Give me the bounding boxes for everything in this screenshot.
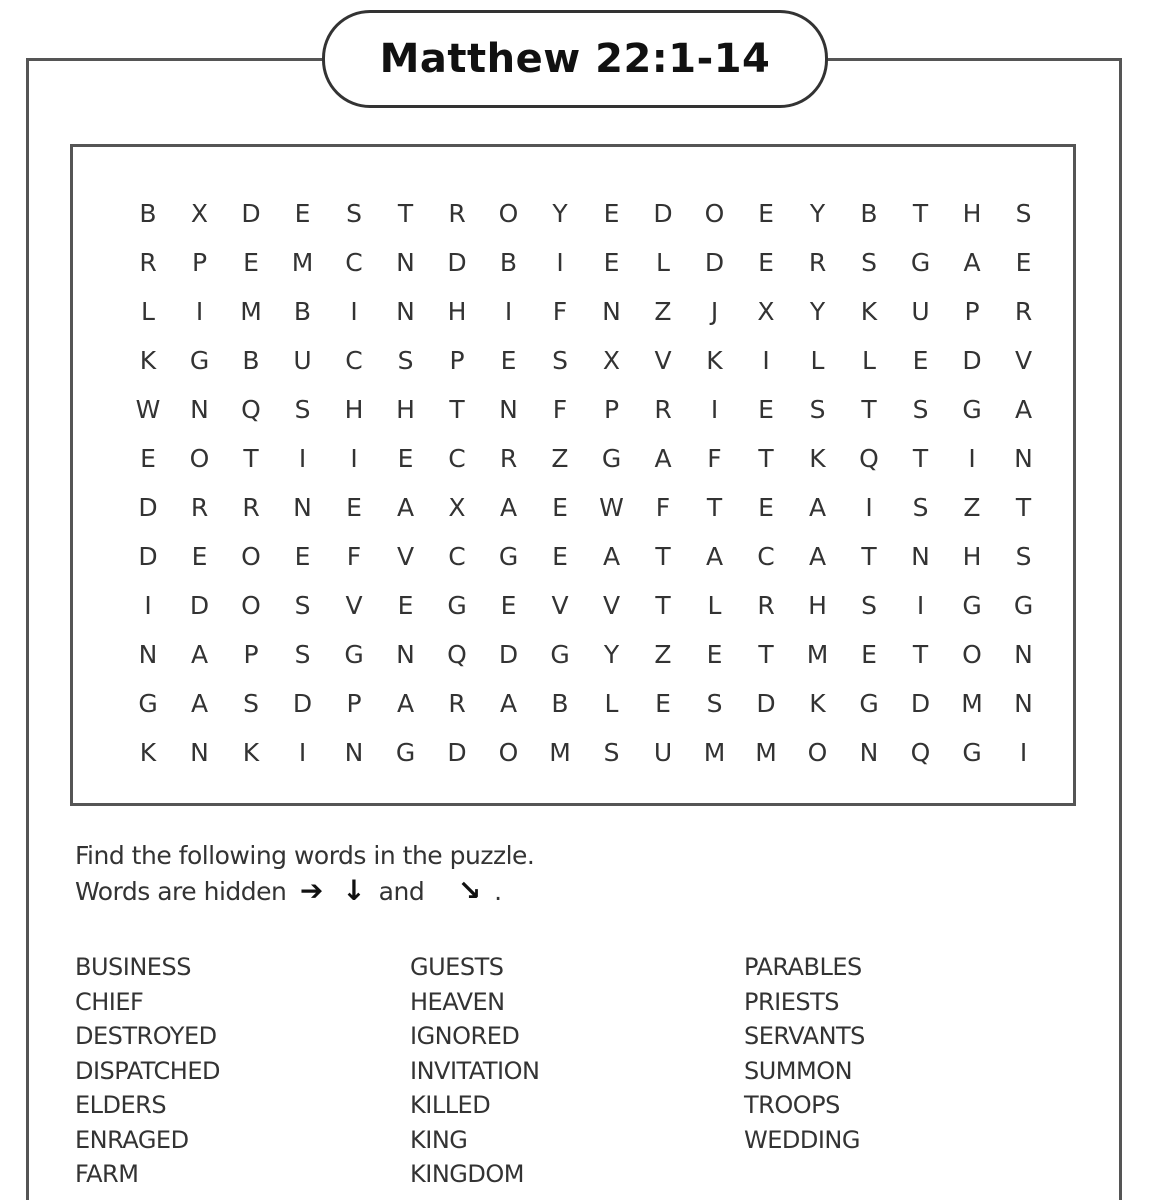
grid-letter: P [603, 395, 620, 424]
word-list-item: ENRAGED [75, 1125, 189, 1154]
grid-letter: Y [552, 199, 568, 228]
grid-letter: Z [654, 297, 672, 326]
grid-letter: A [602, 542, 621, 571]
word-list-item: PRIESTS [744, 987, 840, 1016]
grid-letter: I [350, 297, 358, 326]
grid-letter: D [756, 689, 776, 718]
word-list-item: TROOPS [744, 1091, 840, 1119]
grid-letter: I [762, 346, 770, 375]
grid-letter: L [656, 248, 670, 277]
grid-letter: E [758, 199, 774, 228]
grid-letter: L [604, 689, 619, 718]
instructions-line-2 [75, 873, 534, 909]
grid-letter: D [138, 542, 158, 571]
grid-row [73, 199, 1073, 229]
grid-letter: N [1014, 640, 1033, 669]
grid-letter: D [138, 493, 158, 522]
grid-letter: G [138, 689, 158, 718]
instructions-suffix: . [494, 877, 502, 906]
word-list-column-2 [410, 950, 539, 1192]
grid-letter: B [139, 199, 157, 228]
grid-letter: E [346, 493, 362, 522]
grid-letter: I [865, 493, 873, 522]
grid-letter: S [397, 346, 414, 375]
grid-letter: A [808, 493, 827, 522]
grid-row [73, 640, 1073, 670]
grid-letter: D [241, 199, 261, 228]
grid-letter: T [397, 199, 414, 228]
word-list-item: ELDERS [75, 1091, 167, 1119]
grid-letter: I [504, 297, 513, 326]
instructions [75, 838, 534, 909]
grid-letter: E [912, 346, 929, 375]
grid-letter: G [601, 444, 622, 473]
grid-letter: G [189, 346, 210, 375]
word-list-item: INVITATION [410, 1056, 540, 1085]
grid-letter: D [704, 248, 725, 277]
grid-letter: N [396, 297, 415, 326]
grid-letter: G [447, 591, 467, 620]
grid-letter: T [861, 395, 877, 424]
grid-letter: A [499, 493, 518, 522]
grid-row [73, 297, 1073, 327]
grid-letter: M [703, 738, 726, 767]
word-list-column-3 [744, 950, 865, 1157]
grid-letter: V [345, 591, 363, 620]
grid-letter: E [397, 591, 414, 620]
grid-letter: A [396, 689, 415, 718]
grid-row [73, 346, 1073, 376]
grid-letter: E [758, 395, 774, 424]
grid-letter: B [242, 346, 260, 375]
arrow-right-icon: ➔ [299, 874, 323, 907]
grid-letter: S [552, 346, 568, 375]
grid-letter: T [912, 444, 929, 473]
grid-letter: K [809, 689, 826, 718]
grid-letter: Z [654, 640, 672, 669]
word-list-item: KING [410, 1125, 468, 1154]
grid-letter: T [1015, 493, 1032, 522]
grid-letter: S [294, 395, 311, 424]
grid-letter: S [346, 199, 362, 228]
grid-letter: I [350, 444, 358, 473]
word-list-item: BUSINESS [75, 953, 191, 981]
grid-letter: I [916, 591, 925, 620]
grid-letter: N [190, 395, 209, 424]
grid-letter: K [139, 346, 157, 375]
grid-letter: I [556, 248, 564, 277]
grid-letter: N [396, 640, 415, 669]
word-list-item: GUESTS [410, 953, 504, 981]
grid-letter: D [910, 689, 931, 718]
grid-letter: Q [910, 738, 931, 767]
grid-letter: N [344, 738, 364, 767]
grid-letter: L [810, 346, 825, 375]
grid-letter: O [241, 591, 261, 620]
grid-letter: Q [859, 444, 879, 473]
grid-letter: A [190, 640, 209, 669]
grid-letter: C [448, 542, 466, 571]
grid-letter: G [962, 395, 982, 424]
grid-letter: E [603, 199, 620, 228]
grid-letter: N [138, 640, 158, 669]
word-list-item: DESTROYED [75, 1022, 217, 1050]
grid-letter: S [603, 738, 620, 767]
grid-letter: R [242, 493, 260, 522]
word-list-item: SERVANTS [744, 1022, 865, 1050]
grid-row [73, 542, 1073, 572]
grid-letter: E [655, 689, 671, 718]
grid-letter: E [552, 493, 568, 522]
grid-letter: E [140, 444, 156, 473]
grid-letter: H [396, 395, 415, 424]
grid-row [73, 248, 1073, 278]
grid-letter: N [293, 493, 312, 522]
grid-letter: H [962, 199, 982, 228]
grid-letter: N [911, 542, 930, 571]
grid-letter: G [395, 738, 416, 767]
grid-letter: K [809, 444, 826, 473]
grid-letter: I [968, 444, 976, 473]
grid-letter: E [294, 542, 311, 571]
grid-letter: F [552, 297, 568, 326]
grid-letter: U [293, 346, 312, 375]
grid-letter: G [962, 591, 982, 620]
grid-letter: A [963, 248, 981, 277]
grid-letter: X [757, 297, 775, 326]
grid-letter: E [552, 542, 568, 571]
word-list-item: KINGDOM [410, 1160, 524, 1188]
grid-letter: M [755, 738, 777, 767]
grid-letter: J [710, 297, 719, 326]
grid-letter: N [1014, 444, 1033, 473]
grid-letter: T [912, 199, 929, 228]
grid-letter: W [135, 395, 161, 424]
grid-letter: N [602, 297, 621, 326]
grid-letter: O [704, 199, 725, 228]
grid-letter: D [962, 346, 982, 375]
grid-letter: F [552, 395, 568, 424]
grid-letter: N [499, 395, 518, 424]
grid-letter: S [243, 689, 259, 718]
grid-letter: N [396, 248, 415, 277]
grid-letter: L [862, 346, 876, 375]
grid-letter: R [139, 248, 157, 277]
grid-letter: O [498, 199, 519, 228]
grid-letter: M [240, 297, 262, 326]
grid-letter: D [447, 738, 467, 767]
grid-letter: A [808, 542, 827, 571]
grid-letter: T [655, 542, 671, 571]
grid-letter: E [603, 248, 620, 277]
grid-letter: V [1014, 346, 1033, 375]
grid-letter: H [962, 542, 982, 571]
word-list-item: IGNORED [410, 1022, 520, 1050]
grid-row [73, 689, 1073, 719]
instructions-prefix: Words are hidden [75, 877, 287, 906]
grid-letter: L [707, 591, 722, 620]
grid-letter: E [500, 591, 517, 620]
word-list-item: SUMMON [744, 1056, 853, 1085]
grid-letter: I [1019, 738, 1028, 767]
page-title: Matthew 22:1-14 [379, 36, 771, 82]
grid-row [73, 738, 1073, 768]
grid-letter: G [550, 640, 570, 669]
grid-letter: S [809, 395, 826, 424]
grid-letter: A [705, 542, 724, 571]
word-list-item: CHIEF [75, 987, 144, 1016]
grid-letter: S [294, 591, 311, 620]
word-list-item: FARM [75, 1160, 139, 1188]
grid-letter: R [499, 444, 518, 473]
grid-letter: R [1014, 297, 1033, 326]
grid-letter: W [599, 493, 624, 522]
grid-letter: S [861, 591, 877, 620]
grid-letter: E [861, 640, 877, 669]
grid-letter: C [448, 444, 466, 473]
grid-letter: T [758, 640, 774, 669]
grid-letter: U [653, 738, 673, 767]
grid-letter: Y [809, 297, 826, 326]
grid-letter: K [706, 346, 723, 375]
grid-letter: S [1015, 542, 1032, 571]
grid-letter: K [860, 297, 878, 326]
grid-letter: T [706, 493, 723, 522]
grid-letter: B [499, 248, 518, 277]
grid-letter: M [806, 640, 829, 669]
grid-letter: O [241, 542, 261, 571]
grid-letter: Z [551, 444, 569, 473]
grid-letter: N [1014, 689, 1033, 718]
instructions-and: and [378, 877, 425, 906]
letter-grid [70, 144, 1076, 806]
grid-letter: E [1015, 248, 1032, 277]
grid-letter: E [758, 248, 774, 277]
grid-letter: A [499, 689, 518, 718]
grid-letter: D [653, 199, 673, 228]
grid-letter: R [190, 493, 209, 522]
grid-letter: X [448, 493, 466, 522]
grid-letter: C [757, 542, 775, 571]
grid-letter: G [859, 689, 879, 718]
grid-letter: R [757, 591, 775, 620]
grid-letter: E [706, 640, 723, 669]
grid-letter: E [243, 248, 259, 277]
grid-row [73, 493, 1073, 523]
grid-letter: T [449, 395, 465, 424]
arrow-down-icon: ↓ [342, 874, 366, 907]
grid-letter: Q [241, 395, 261, 424]
grid-letter: D [189, 591, 210, 620]
grid-letter: R [654, 395, 672, 424]
grid-letter: P [346, 689, 362, 718]
grid-letter: H [344, 395, 364, 424]
grid-letter: I [144, 591, 152, 620]
grid-letter: O [807, 738, 828, 767]
grid-letter: A [396, 493, 415, 522]
grid-letter: G [1013, 591, 1034, 620]
grid-letter: I [195, 297, 204, 326]
title-banner [322, 10, 828, 108]
grid-letter: H [447, 297, 467, 326]
grid-letter: P [964, 297, 980, 326]
grid-letter: B [860, 199, 878, 228]
grid-letter: E [397, 444, 414, 473]
grid-letter: I [298, 444, 307, 473]
grid-letter: Y [809, 199, 826, 228]
grid-letter: M [961, 689, 983, 718]
grid-letter: X [602, 346, 621, 375]
grid-letter: T [655, 591, 671, 620]
grid-letter: R [808, 248, 827, 277]
instructions-line-1: Find the following words in the puzzle. [75, 841, 535, 870]
grid-row [73, 591, 1073, 621]
word-list-item: WEDDING [744, 1125, 860, 1154]
grid-letter: A [654, 444, 672, 473]
word-list-item: KILLED [410, 1091, 491, 1119]
grid-letter: I [298, 738, 307, 767]
grid-letter: S [294, 640, 311, 669]
grid-letter: D [447, 248, 467, 277]
grid-letter: U [911, 297, 930, 326]
word-list-column-1 [75, 950, 220, 1192]
grid-letter: S [861, 248, 877, 277]
grid-letter: E [191, 542, 208, 571]
grid-letter: T [912, 640, 929, 669]
grid-letter: M [549, 738, 571, 767]
grid-letter: P [243, 640, 259, 669]
grid-letter: L [141, 297, 155, 326]
grid-letter: E [294, 199, 311, 228]
grid-letter: R [448, 689, 466, 718]
grid-letter: H [808, 591, 827, 620]
grid-letter: S [1015, 199, 1032, 228]
grid-letter: F [655, 493, 671, 522]
grid-letter: C [345, 248, 363, 277]
grid-letter: D [292, 689, 313, 718]
word-list-item: PARABLES [744, 953, 862, 981]
grid-letter: G [962, 738, 982, 767]
word-list-item: HEAVEN [410, 987, 505, 1016]
grid-letter: K [139, 738, 157, 767]
grid-row [73, 395, 1073, 425]
grid-letter: T [861, 542, 877, 571]
grid-letter: N [190, 738, 209, 767]
grid-letter: V [602, 591, 621, 620]
grid-letter: G [498, 542, 519, 571]
grid-letter: A [1014, 395, 1033, 424]
grid-letter: E [500, 346, 517, 375]
grid-letter: Y [603, 640, 620, 669]
grid-letter: M [291, 248, 314, 277]
grid-letter: S [912, 493, 929, 522]
grid-letter: S [912, 395, 929, 424]
grid-letter: K [242, 738, 260, 767]
grid-letter: G [910, 248, 931, 277]
grid-letter: F [707, 444, 722, 473]
grid-letter: N [859, 738, 879, 767]
grid-letter: B [551, 689, 569, 718]
grid-letter: F [346, 542, 362, 571]
grid-row [73, 444, 1073, 474]
grid-letter: V [396, 542, 415, 571]
grid-letter: T [243, 444, 259, 473]
grid-letter: P [449, 346, 465, 375]
grid-letter: C [345, 346, 363, 375]
grid-letter: O [498, 738, 519, 767]
word-list-item: DISPATCHED [75, 1056, 220, 1085]
grid-letter: A [190, 689, 209, 718]
grid-letter: O [962, 640, 982, 669]
grid-letter: D [498, 640, 519, 669]
grid-letter: I [710, 395, 719, 424]
grid-letter: P [191, 248, 208, 277]
grid-letter: X [190, 199, 209, 228]
grid-letter: Z [963, 493, 981, 522]
grid-letter: B [293, 297, 312, 326]
grid-letter: V [551, 591, 569, 620]
arrow-down-right-icon: ↘ [457, 874, 481, 907]
grid-letter: V [654, 346, 672, 375]
grid-letter: S [706, 689, 723, 718]
grid-letter: R [448, 199, 466, 228]
grid-letter: O [189, 444, 210, 473]
grid-letter: G [344, 640, 364, 669]
grid-letter: E [758, 493, 774, 522]
grid-letter: T [758, 444, 774, 473]
grid-letter: Q [447, 640, 467, 669]
